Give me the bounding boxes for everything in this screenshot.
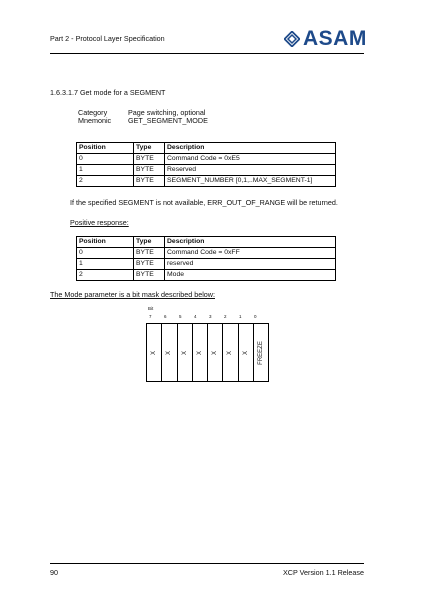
bit-name: X [166, 350, 173, 355]
meta-mnemonic [78, 116, 208, 125]
bit-cell [162, 324, 177, 381]
meta-label: Category [78, 108, 108, 117]
bit-number: 2 [224, 314, 227, 319]
asam-logo-icon [284, 31, 300, 47]
bit-cell [254, 324, 268, 381]
bit-cell [147, 324, 162, 381]
table-cell: 0 [77, 248, 134, 259]
table-row [77, 248, 336, 259]
bit-cell [178, 324, 193, 381]
table-cell: BYTE [134, 165, 165, 176]
table-cell: BYTE [134, 259, 165, 270]
bit-cell [223, 324, 238, 381]
table-cell: BYTE [134, 154, 165, 165]
bit-number: 0 [254, 314, 257, 319]
table-cell: 2 [77, 176, 134, 187]
bit-name: FREEZE [257, 340, 264, 365]
meta-value: GET_SEGMENT_MODE [128, 116, 208, 125]
bit-name: X [151, 350, 158, 355]
error-note: If the specified SEGMENT is not available, ERR_OUT_OF_RANGE will be returned. [70, 198, 338, 207]
bit-name: X [196, 350, 203, 355]
bit-name: X [242, 350, 249, 355]
header-title: Part 2 - Protocol Layer Specification [50, 34, 165, 43]
table-header-cell: Description [165, 237, 336, 248]
table-cell: 1 [77, 165, 134, 176]
footer-version: XCP Version 1.1 Release [283, 568, 364, 577]
header-rule [50, 53, 364, 54]
bit-number: 4 [194, 314, 197, 319]
section-title: 1.6.3.1.7 Get mode for a SEGMENT [50, 88, 166, 97]
table-cell: Command Code = 0xFF [165, 248, 336, 259]
table-header-cell: Position [77, 143, 134, 154]
logo-text: ASAM [303, 27, 367, 50]
asam-logo [284, 25, 370, 53]
table-cell: 1 [77, 259, 134, 270]
response-table [76, 236, 336, 281]
table-cell: BYTE [134, 176, 165, 187]
bit-cell [208, 324, 223, 381]
positive-response-label: Positive response: [70, 218, 129, 227]
bit-name: X [181, 350, 188, 355]
table-header-cell: Position [77, 237, 134, 248]
table-row [77, 270, 336, 281]
meta-value: Page switching, optional [128, 108, 206, 117]
meta-label: Mnemonic [78, 116, 112, 125]
table-header-row [77, 143, 336, 154]
bit-cell [239, 324, 254, 381]
table-cell: BYTE [134, 248, 165, 259]
table-cell: Reserved [165, 165, 336, 176]
table-header-cell: Type [134, 143, 165, 154]
table-cell: Mode [165, 270, 336, 281]
table-row [77, 176, 336, 187]
bit-name: X [212, 350, 219, 355]
table-header-cell: Description [165, 143, 336, 154]
table-header-row [77, 237, 336, 248]
mode-note: The Mode parameter is a bit mask described below: [50, 290, 215, 299]
table-cell: reserved [165, 259, 336, 270]
bit-number: 5 [179, 314, 182, 319]
table-cell: SEGMENT_NUMBER [0,1,..MAX_SEGMENT-1] [165, 176, 336, 187]
command-table [76, 142, 336, 187]
bit-number: 6 [164, 314, 167, 319]
table-header-cell: Type [134, 237, 165, 248]
table-row [77, 165, 336, 176]
table-cell: 2 [77, 270, 134, 281]
table-cell: 0 [77, 154, 134, 165]
bitmask-grid [146, 323, 269, 382]
footer-rule [50, 563, 364, 564]
table-row [77, 154, 336, 165]
table-row [77, 259, 336, 270]
bit-name: X [227, 350, 234, 355]
bit-number: 7 [149, 314, 152, 319]
bit-number: 3 [209, 314, 212, 319]
bit-label: Bit [148, 306, 154, 311]
bit-cell [193, 324, 208, 381]
table-cell: Command Code = 0xE5 [165, 154, 336, 165]
bit-number: 1 [239, 314, 242, 319]
page-number: 90 [50, 568, 58, 577]
table-cell: BYTE [134, 270, 165, 281]
